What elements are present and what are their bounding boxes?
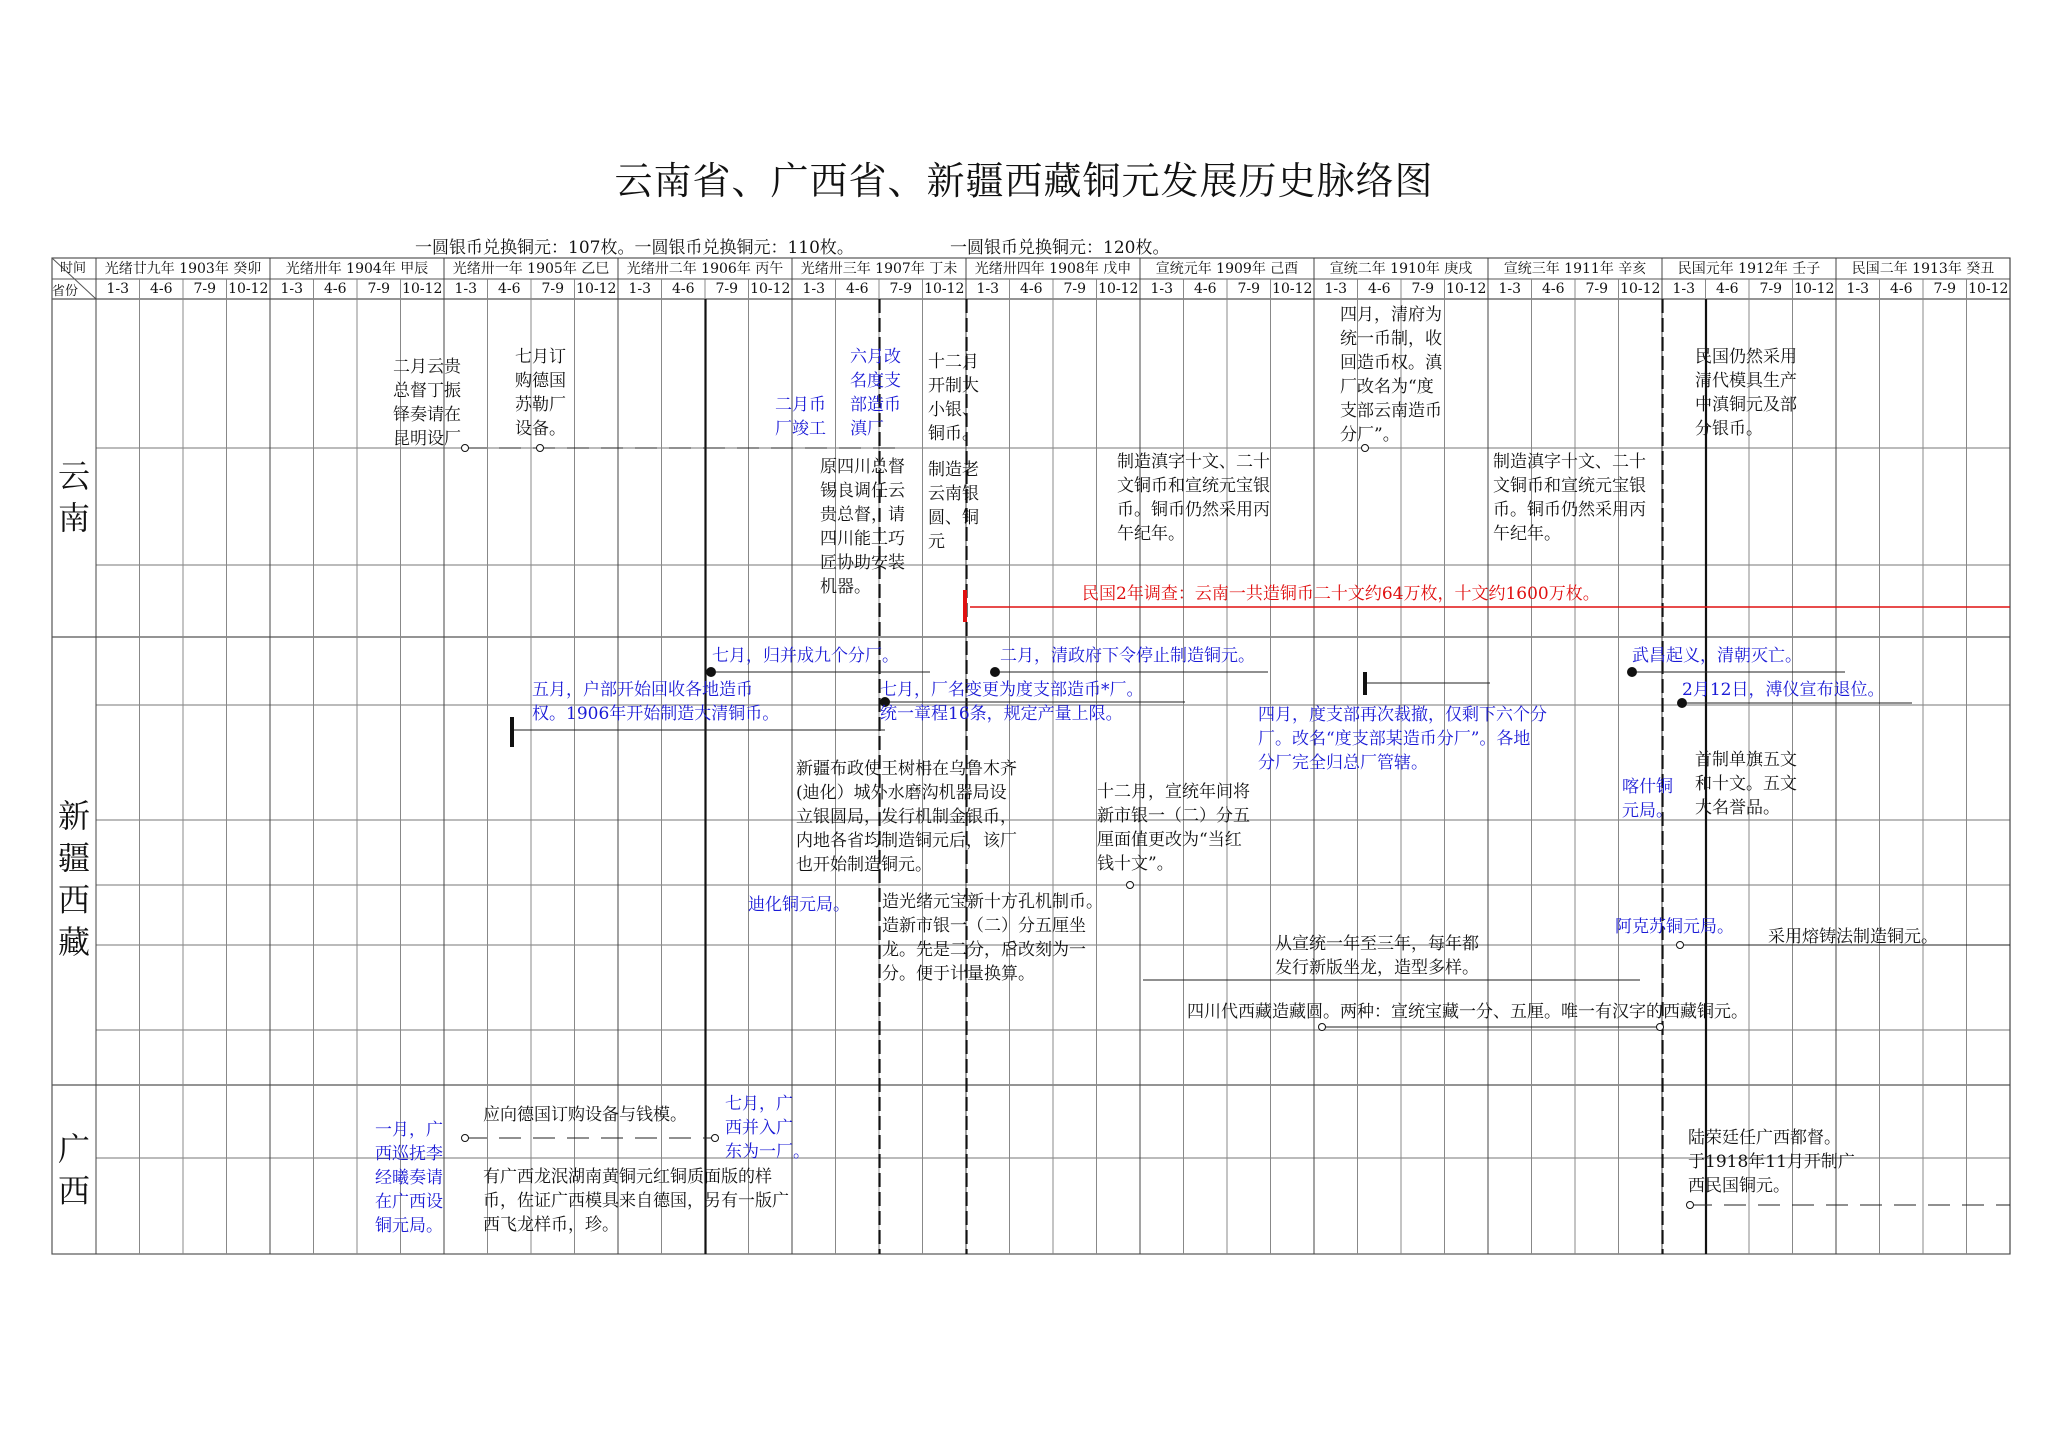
quarter-header-35: 10-12: [1620, 281, 1661, 297]
quarter-header-23: 10-12: [1098, 281, 1139, 297]
event-circle-8: [712, 1135, 719, 1142]
note-yunnan-1909-dian-coins: 制造滇字十文、二十 文铜币和宣统元宝银 币。铜币仍然采用丙 午纪年。: [1117, 452, 1270, 544]
note-yunnan-1913-survey: 民国2年调查：云南一共造铜币二十文约64万枚，十文约1600万枚。: [1082, 584, 1600, 604]
quarter-header-19: 10-12: [924, 281, 965, 297]
quarter-header-0: 1-3: [106, 281, 130, 297]
note-xinjiang-dihua-mint: 新疆布政使王树枏在乌鲁木齐 (迪化）城外水磨沟机器局设 立银圆局，发行机制金银币， 内地各省均制造铜元后，该厂 也开始制造铜元。: [796, 759, 1017, 875]
quarter-header-36: 1-3: [1672, 281, 1696, 297]
quarter-header-25: 4-6: [1193, 281, 1217, 297]
quarter-header-33: 4-6: [1541, 281, 1565, 297]
event-circle-7: [1687, 1202, 1694, 1209]
year-header-5: 光绪卅四年 1908年 戊申: [974, 261, 1132, 277]
note-xinjiang-dihua-copper-mint: 迪化铜元局。: [748, 895, 850, 915]
quarter-header-41: 4-6: [1889, 281, 1913, 297]
note-xinjiang-aksu-mint: 阿克苏铜元局。: [1615, 917, 1734, 937]
note-guangxi-1904-petition: 一月，广 西巡抚李 经曦奏请 在广西设 铜元局。: [375, 1120, 443, 1236]
event-circle-5: [1657, 1024, 1664, 1031]
note-yunnan-1904-petition: 二月云贵 总督丁振 铎奏请在 昆明设厂: [393, 357, 461, 449]
header-corner-time: 时间: [60, 261, 87, 276]
quarter-header-15: 10-12: [750, 281, 791, 297]
event-circle-0: [462, 445, 469, 452]
note-yunnan-1910-recall: 四月，清府为 统一币制，收 回造币权。滇 厂改名为“度 支部云南造币 分厂”。: [1340, 305, 1442, 445]
year-header-8: 宣统三年 1911年 辛亥: [1503, 261, 1647, 277]
quarter-header-37: 4-6: [1715, 281, 1739, 297]
note-xinjiang-annual-dragon-issues: 从宣统一年至三年，每年都 发行新版坐龙，造型多样。: [1275, 934, 1479, 978]
note-xinjiang-kashgar-mint: 喀什铜 元局。: [1622, 777, 1673, 821]
quarter-header-21: 4-6: [1019, 281, 1043, 297]
quarter-header-7: 10-12: [402, 281, 443, 297]
note-yunnan-december-coinage: 十二月 开制大 小银、 铜币。: [928, 352, 979, 444]
quarter-header-4: 1-3: [280, 281, 304, 297]
note-tibet-sichuan-coins: 四川代西藏造藏圆。两种：宣统宝藏一分、五厘。唯一有汉字的西藏铜元。: [1187, 1002, 1748, 1022]
quarter-header-31: 10-12: [1446, 281, 1487, 297]
note-yunnan-1911-dian-coins: 制造滇字十文、二十 文铜币和宣统元宝银 币。铜币仍然采用丙 午纪年。: [1493, 452, 1646, 544]
event-circle-3: [1127, 882, 1134, 889]
quarter-header-42: 7-9: [1933, 281, 1957, 297]
event-circle-4: [1319, 1024, 1326, 1031]
quarter-header-11: 10-12: [576, 281, 617, 297]
event-circle-6: [1677, 942, 1684, 949]
note-guangxi-pattern-coins: 有广西龙泯湖南黄铜元红铜质面版的样 币，佐证广西模具来自德国，另有一版广 西飞龙样币，珍。: [483, 1167, 789, 1235]
quarter-header-40: 1-3: [1846, 281, 1870, 297]
event-circle-1: [537, 445, 544, 452]
exchange-rate-text-1: 一圆银币兑换铜元：107枚。一圆银币兑换铜元：110枚。: [415, 238, 854, 258]
note-yunnan-mint-completed: 二月币 厂竣工: [775, 395, 826, 439]
quarter-header-5: 4-6: [323, 281, 347, 297]
header-corner-province: 省份: [52, 284, 79, 299]
page-title: 云南省、广西省、新疆西藏铜元发展历史脉络图: [614, 159, 1434, 203]
year-header-10: 民国二年 1913年 癸丑: [1851, 261, 1995, 277]
event-dot-0: [706, 667, 716, 677]
note-national-recall-coinage-rights: 五月，户部开始回收各地造币 权。1906年开始制造大清铜币。: [532, 680, 780, 724]
quarter-header-12: 1-3: [628, 281, 652, 297]
quarter-header-8: 1-3: [454, 281, 478, 297]
note-xinjiang-casting-method: 采用熔铸法制造铜元。: [1768, 927, 1938, 947]
province-label-yunnan: 云 南: [57, 457, 90, 537]
quarter-header-18: 7-9: [889, 281, 913, 297]
exchange-rate-text-2: 一圆银币兑换铜元：120枚。: [950, 238, 1170, 258]
year-header-0: 光绪廿九年 1903年 癸卯: [104, 261, 262, 277]
quarter-header-38: 7-9: [1759, 281, 1783, 297]
event-dot-1: [990, 667, 1000, 677]
event-dot-2: [1627, 667, 1637, 677]
note-yunnan-xiliang-transfer: 原四川总督 锡良调任云 贵总督，请 四川能工巧 匠协助安装 机器。: [820, 457, 905, 597]
note-xinjiang-xuantong-denomination: 十二月，宣统年间将 新市银一（二）分五 厘面值更改为“当红 钱十文”。: [1097, 782, 1250, 874]
note-national-nine-branches: 七月，归并成九个分厂。: [712, 646, 899, 666]
quarter-header-1: 4-6: [149, 281, 173, 297]
year-header-4: 光绪卅三年 1907年 丁未: [800, 261, 958, 277]
note-national-six-branches: 四月，度支部再次裁撤，仅剩下六个分 厂。改名“度支部某造币分厂”。各地 分厂完全归总厂管辖。: [1258, 705, 1547, 773]
note-national-wuchang-uprising: 武昌起义，清朝灭亡。: [1632, 646, 1802, 666]
year-header-9: 民国元年 1912年 壬子: [1677, 261, 1821, 277]
note-xinjiang-square-hole-coins: 造光绪元宝新十方孔机制币。 造新市银一（二）分五厘坐 龙。先是二分，后改刻为一 分。便于计量换算。: [882, 892, 1103, 984]
note-xinjiang-single-flag-coins: 首制单旗五文 和十文。五文 大名誉品。: [1695, 750, 1797, 818]
quarter-header-32: 1-3: [1498, 281, 1522, 297]
year-header-2: 光绪卅一年 1905年 乙巳: [452, 261, 610, 277]
quarter-header-3: 10-12: [228, 281, 269, 297]
note-national-stop-minting: 二月，清政府下令停止制造铜元。: [1000, 646, 1255, 666]
quarter-header-28: 1-3: [1324, 281, 1348, 297]
note-yunnan-renamed-mint: 六月改 名度支 部造币 滇厂: [850, 347, 901, 439]
quarter-header-2: 7-9: [193, 281, 217, 297]
quarter-header-27: 10-12: [1272, 281, 1313, 297]
year-header-3: 光绪卅二年 1906年 丙午: [626, 261, 784, 277]
quarter-header-13: 4-6: [671, 281, 695, 297]
year-header-1: 光绪卅年 1904年 甲辰: [285, 261, 429, 277]
quarter-header-43: 10-12: [1968, 281, 2009, 297]
note-guangxi-merged-guangdong: 七月，广 西并入广 东为一厂。: [725, 1094, 810, 1162]
quarter-header-30: 7-9: [1411, 281, 1435, 297]
note-guangxi-german-order: 应向德国订购设备与钱模。: [483, 1105, 687, 1125]
quarter-header-39: 10-12: [1794, 281, 1835, 297]
quarter-header-24: 1-3: [1150, 281, 1174, 297]
quarter-header-20: 1-3: [976, 281, 1000, 297]
note-guangxi-lu-rongting: 陆荣廷任广西都督。 于1918年11月开制广 西民国铜元。: [1688, 1128, 1855, 1196]
quarter-header-22: 7-9: [1063, 281, 1087, 297]
quarter-header-14: 7-9: [715, 281, 739, 297]
note-yunnan-1905-german-equipment: 七月订 购德国 苏勒厂 设备。: [515, 347, 566, 439]
note-yunnan-old-coins: 制造老 云南银 圆、铜 元: [928, 460, 979, 552]
year-header-7: 宣统二年 1910年 庚戌: [1329, 261, 1473, 277]
quarter-header-6: 7-9: [367, 281, 391, 297]
quarter-header-9: 4-6: [497, 281, 521, 297]
province-label-guangxi: 广 西: [57, 1130, 90, 1210]
quarter-header-26: 7-9: [1237, 281, 1261, 297]
quarter-header-16: 1-3: [802, 281, 826, 297]
note-yunnan-republic-molds: 民国仍然采用 清代模具生产 中滇铜元及部 分银币。: [1695, 347, 1797, 439]
quarter-header-17: 4-6: [845, 281, 869, 297]
year-header-6: 宣统元年 1909年 己酉: [1155, 261, 1299, 277]
quarter-header-29: 4-6: [1367, 281, 1391, 297]
quarter-header-34: 7-9: [1585, 281, 1609, 297]
note-national-rename-and-rules: 七月，厂名变更为度支部造币*厂。 统一章程16条，规定产量上限。: [880, 680, 1144, 724]
event-circle-9: [462, 1135, 469, 1142]
quarter-header-10: 7-9: [541, 281, 565, 297]
note-national-puyi-abdication: 2月12日，溥仪宣布退位。: [1682, 680, 1885, 700]
province-label-xinjiang-tibet: 新 疆 西 藏: [57, 797, 90, 961]
